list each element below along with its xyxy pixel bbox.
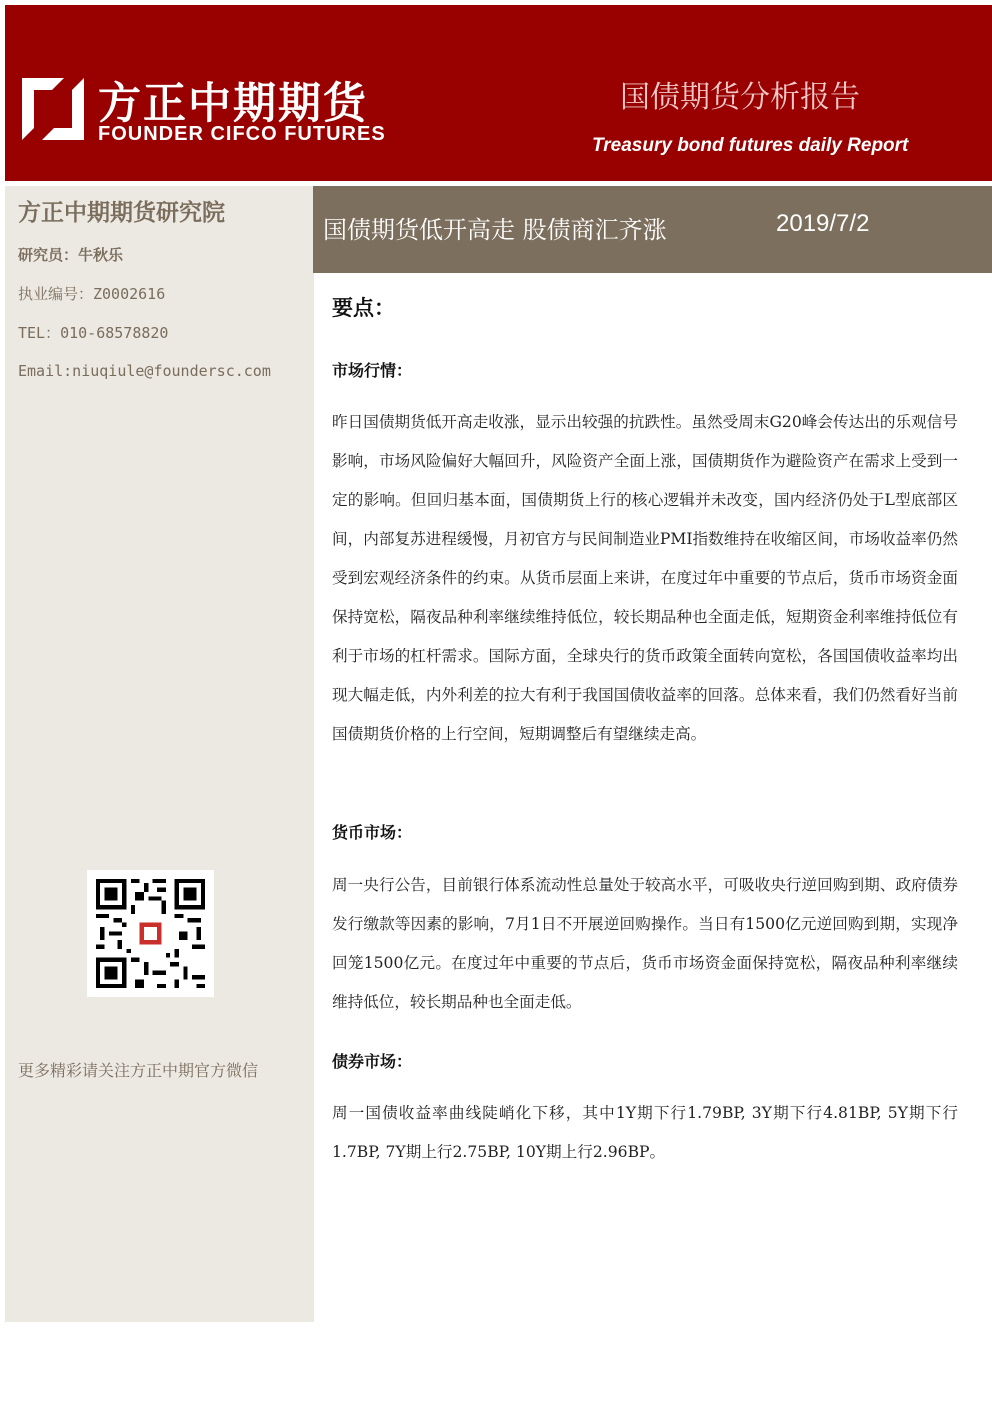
license-number: 执业编号：Z0002616: [18, 285, 166, 303]
sidebar-panel: [5, 186, 314, 1322]
section-body-money-market: 周一央行公告，目前银行体系流动性总量处于较高水平，可吸收央行逆回购到期、政府债券发行缴款等因素的影响，7月1日不开展逆回购操作。当日有1500亿元逆回购到期，实现净回笼1500亿元。在度过年中重要的节点后，货币市场资金面保持宽松，隔夜品种利率继续维持低位，较长期品种也全面走低。: [332, 876, 958, 1011]
logo-text-en: FOUNDER CIFCO FUTURES: [98, 123, 386, 145]
key-points-heading: 要点：: [332, 296, 395, 320]
wechat-follow-note: 更多精彩请关注方正中期官方微信: [18, 1061, 259, 1080]
section-body-bond-market: 周一国债收益率曲线陡峭化下移，其中1Y期下行1.79BP, 3Y期下行4.81BP, 5Y期下行1.7BP, 7Y期上行2.75BP, 10Y期上行2.96BP。: [332, 1104, 958, 1161]
email-link[interactable]: Email:niuqiule@foundersc.com: [18, 362, 271, 380]
section-heading-market: 市场行情：: [332, 361, 413, 380]
wechat-qr-code-icon: [87, 870, 214, 997]
report-title-cn: 国债期货分析报告: [620, 80, 860, 115]
section-body-market: 昨日国债期货低开高走收涨，显示出较强的抗跌性。虽然受周末G20峰会传达出的乐观信号影响，市场风险偏好大幅回升，风险资产全面上涨，国债期货作为避险资产在需求上受到一定的影响。但回归基本面，国债期货上行的核心逻辑并未改变，国内经济仍处于L型底部区间，内部复苏进程缓慢，月初官方与民间制造业PMI指数维持在收缩区间，市场收益率仍然受到宏观经济条件的约束。从货币层面上来讲，在度过年中重要的节点后，货币市场资金面保持宽松，隔夜品种利率继续维持低位，较长期品种也全面走低，短期资金利率维持低位有利于市场的杠杆需求。国际方面，全球央行的货币政策全面转向宽松，各国国债收益率均出现大幅走低，内外利差的拉大有利于我国国债收益率的回落。总体来看，我们仍然看好当前国债期货价格的上行空间，短期调整后有望继续走高。: [332, 413, 958, 743]
researcher-name: 研究员：牛秋乐: [18, 246, 124, 264]
report-title-en: Treasury bond futures daily Report: [592, 135, 909, 156]
section-heading-money-market: 货币市场：: [332, 823, 413, 842]
report-header: [5, 5, 992, 181]
logo-text-cn: 方正中期期货: [98, 79, 368, 129]
founder-logo-icon: [22, 78, 84, 140]
report-headline: 国债期货低开高走 股债商汇齐涨: [323, 216, 667, 244]
telephone: TEL：010-68578820: [18, 324, 169, 342]
institute-name: 方正中期期货研究院: [18, 200, 225, 226]
report-date: 2019/7/2: [776, 210, 870, 237]
section-heading-bond-market: 债券市场：: [332, 1052, 413, 1071]
